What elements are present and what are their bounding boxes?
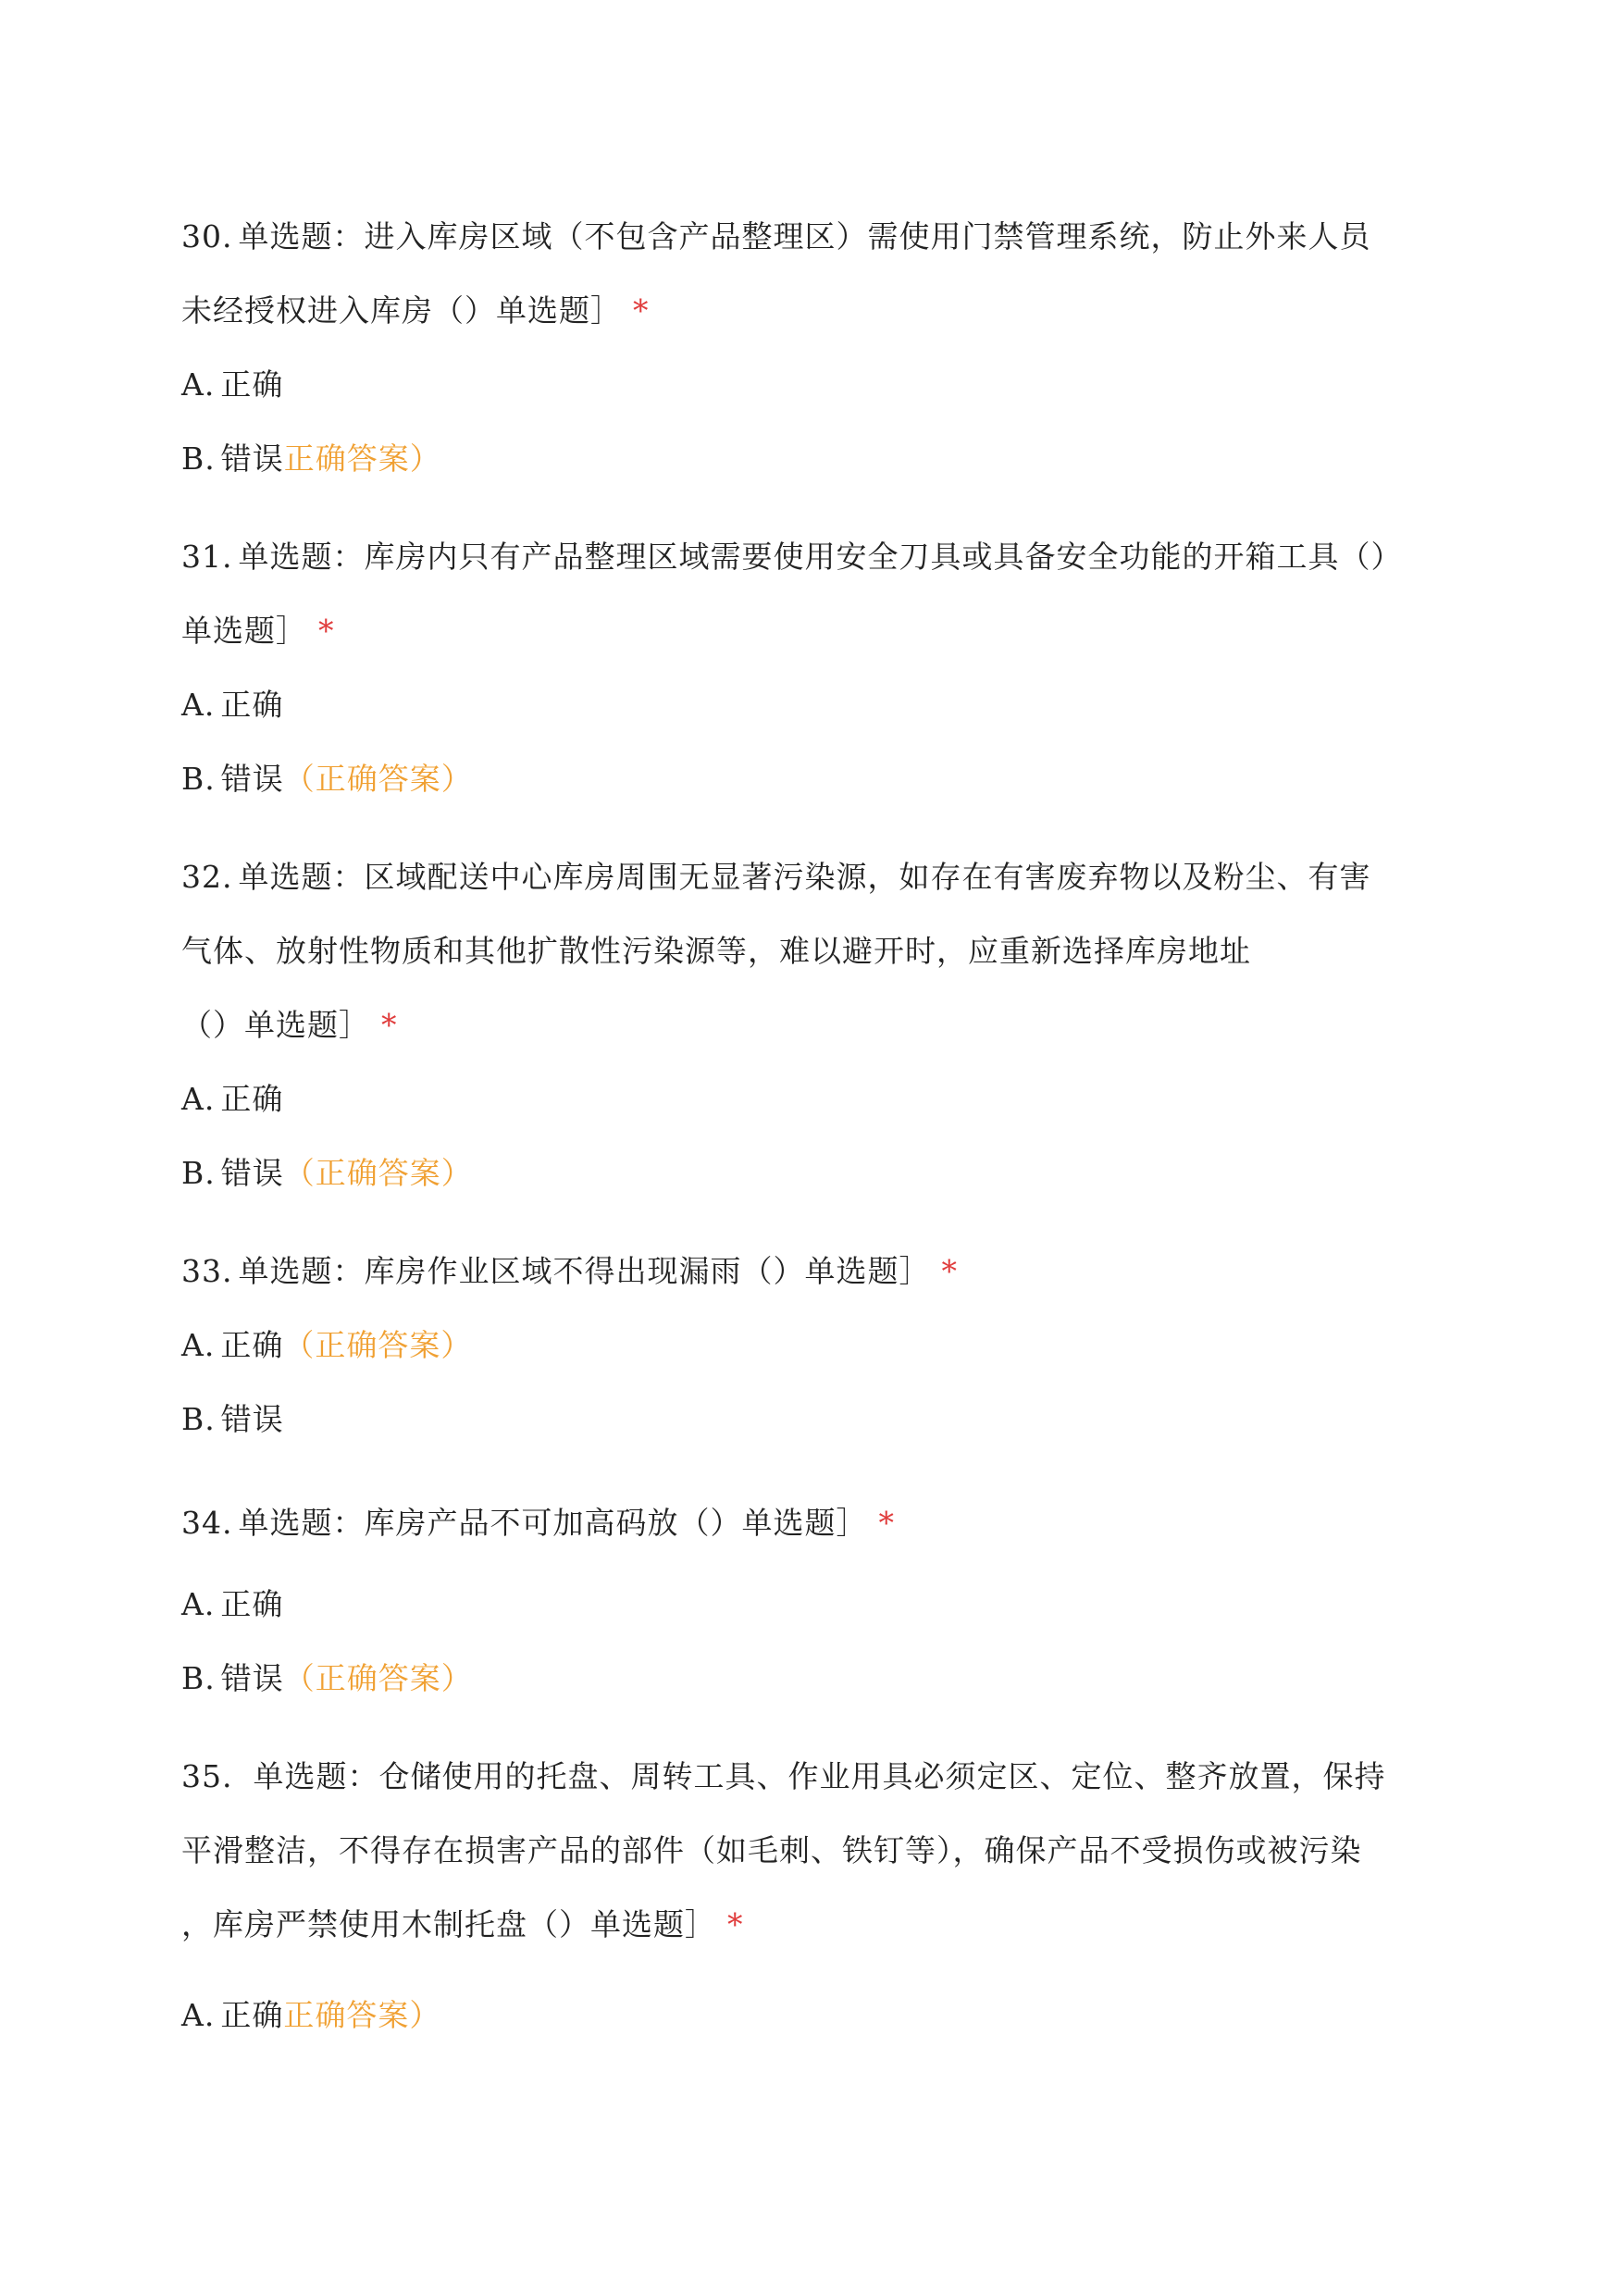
question-text: 未经授权进入库房（）单选题］ — [181, 292, 622, 329]
question-text: 单选题：库房内只有产品整理区域需要使用安全刀具或具备安全功能的开箱工具（） — [238, 539, 1403, 575]
question-33-option-a — [181, 1325, 472, 1366]
option-label: A. — [181, 1327, 216, 1363]
question-text: 单选题：库房作业区域不得出现漏雨（）单选题］ — [238, 1253, 931, 1289]
question-text: 平滑整洁，不得存在损害产品的部件（如毛刺、铁钉等），确保产品不受损伤或被污染 — [181, 1832, 1362, 1868]
question-34-option-a — [181, 1584, 283, 1625]
question-number: 34. — [181, 1505, 233, 1541]
option-label: B. — [181, 761, 216, 797]
question-31-line-1 — [181, 537, 1402, 577]
option-text: 正确 — [220, 366, 284, 403]
question-35-line-3 — [181, 1904, 744, 1945]
question-number: 35. — [181, 1758, 233, 1794]
required-mark: * — [633, 292, 650, 329]
question-number: 32. — [181, 859, 233, 895]
option-label: B. — [181, 440, 216, 477]
question-text: ，库房严禁使用木制托盘（）单选题］ — [181, 1906, 716, 1942]
option-text: 错误 — [220, 1660, 284, 1696]
option-text: 错误 — [220, 761, 284, 797]
option-text: 正确 — [220, 1081, 284, 1117]
question-30-line-2 — [181, 291, 650, 331]
correct-answer-note: 正确答案） — [283, 440, 441, 477]
required-mark: * — [381, 1007, 398, 1043]
option-text: 正确 — [220, 1327, 284, 1363]
question-32-option-a — [181, 1079, 283, 1120]
question-number: 30. — [181, 218, 233, 254]
question-34-option-b — [181, 1658, 473, 1699]
question-number: 33. — [181, 1253, 233, 1289]
question-32-line-1 — [181, 857, 1370, 898]
question-text: （）单选题］ — [181, 1007, 370, 1043]
question-32-line-2 — [181, 931, 1251, 972]
option-label: B. — [181, 1401, 216, 1437]
question-31-option-a — [181, 685, 283, 726]
correct-answer-note: 正确答案） — [283, 1997, 441, 2033]
option-label: A. — [181, 687, 216, 723]
required-mark: * — [878, 1505, 895, 1541]
required-mark: * — [727, 1906, 744, 1942]
correct-answer-note: （正确答案） — [283, 1327, 473, 1363]
question-33-line-1 — [181, 1251, 958, 1292]
required-mark: * — [318, 613, 335, 649]
question-31-option-b — [181, 759, 473, 800]
option-text: 正确 — [220, 1997, 284, 2033]
option-text: 错误 — [220, 1401, 284, 1437]
question-32-line-3 — [181, 1005, 398, 1046]
option-label: B. — [181, 1155, 216, 1191]
question-35-option-a — [181, 1995, 440, 2036]
option-label: A. — [181, 1586, 216, 1622]
option-text: 错误 — [220, 1155, 284, 1191]
question-33-option-b — [181, 1399, 284, 1440]
question-30-line-1 — [181, 217, 1370, 257]
question-text: 单选题：区域配送中心库房周围无显著污染源，如存在有害废弃物以及粉尘、有害 — [238, 859, 1371, 895]
question-text: 单选题：进入库房区域（不包含产品整理区）需使用门禁管理系统，防止外来人员 — [238, 218, 1371, 254]
question-30-option-b — [181, 439, 441, 479]
question-number: 31. — [181, 539, 233, 575]
option-text: 正确 — [220, 1586, 284, 1622]
question-text: 单选题］ — [181, 613, 307, 649]
option-label: A. — [181, 1081, 216, 1117]
option-text: 错误 — [220, 440, 284, 477]
question-34-line-1 — [181, 1503, 895, 1544]
question-text: 单选题：仓储使用的托盘、周转工具、作业用具必须定区、定位、整齐放置，保持 — [253, 1758, 1386, 1794]
question-35-line-1 — [181, 1756, 1385, 1797]
option-label: A. — [181, 366, 216, 403]
question-35-line-2 — [181, 1830, 1362, 1871]
correct-answer-note: （正确答案） — [283, 1660, 473, 1696]
question-text: 单选题：库房产品不可加高码放（）单选题］ — [238, 1505, 868, 1541]
option-label: B. — [181, 1660, 216, 1696]
question-31-line-2 — [181, 611, 335, 651]
question-30-option-a — [181, 365, 283, 405]
required-mark: * — [941, 1253, 958, 1289]
correct-answer-note: （正确答案） — [283, 761, 473, 797]
correct-answer-note: （正确答案） — [283, 1155, 473, 1191]
question-text: 气体、放射性物质和其他扩散性污染源等，难以避开时，应重新选择库房地址 — [181, 933, 1251, 969]
option-label: A. — [181, 1997, 216, 2033]
option-text: 正确 — [220, 687, 284, 723]
question-32-option-b — [181, 1153, 473, 1194]
